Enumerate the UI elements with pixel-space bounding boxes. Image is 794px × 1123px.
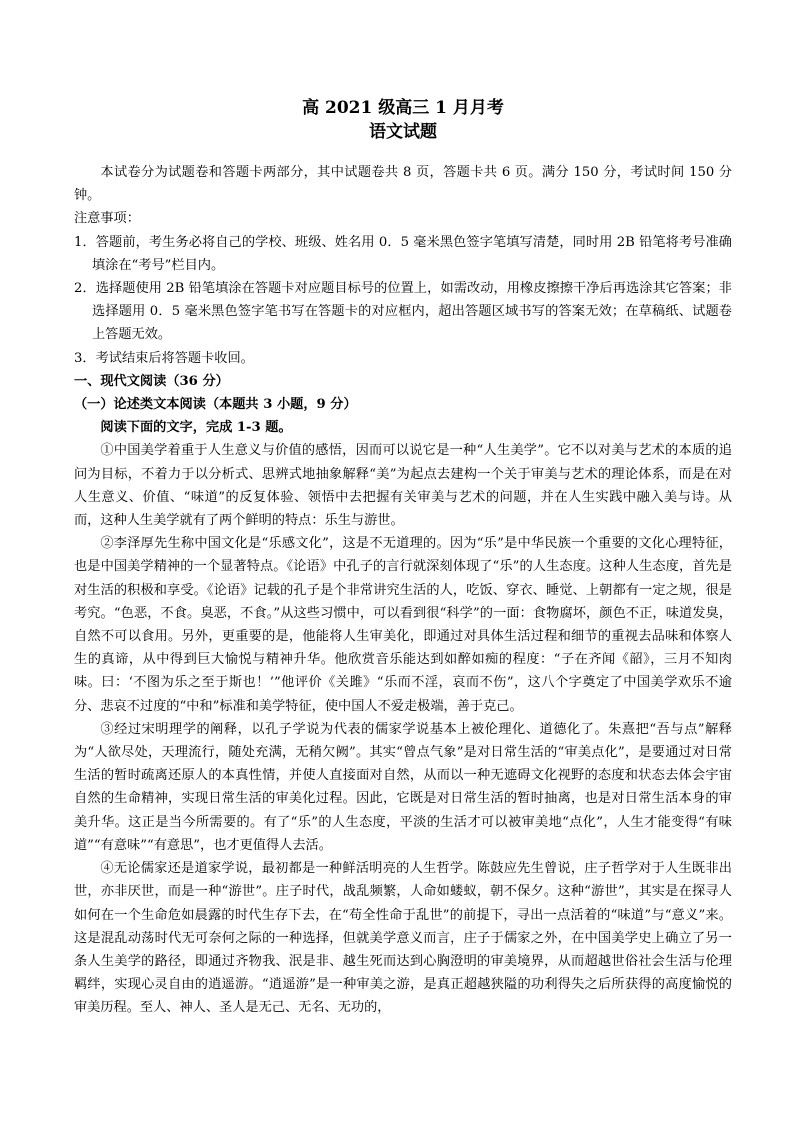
title-block bbox=[74, 96, 732, 144]
section-heading: 一、现代文阅读（36 分） bbox=[74, 373, 229, 389]
subsection-heading: （一）论述类文本阅读（本题共 3 小题，9 分） bbox=[74, 397, 357, 413]
notice-item-1: 1．答题前，考生务必将自己的学校、班级、姓名用 0．5 毫米黑色签字笔填写清楚，同时用 2B 铅笔将考号准确填涂在“考号”栏目内。 bbox=[74, 234, 732, 273]
notice-heading: 注意事项： bbox=[74, 211, 140, 227]
subject-title: 语文试题 bbox=[369, 122, 437, 142]
exam-title: 高 2021 级高三 1 月月考 bbox=[302, 98, 504, 118]
passage-paragraph-3: ③经过宋明理学的阐释，以孔子学说为代表的儒家学说基本上被伦理化、道德化了。朱熹把“吾与点”解释为“人欲尽处，天理流行，随处充满，无稍欠阙”。其实“曾点气象”是对日常生活的“审美点化”，是要通过对日常生活的暂时疏离还原人的本真性情，并使人直接面对自然，从而以一种无遮碍文化视野的态度和状态去体会宇宙自然的生命精神，实现日常生活的审美化过程。因此，它既是对日常生活的暂时抽离，也是对日常生活本身的审美升华。这正是当今所需要的。有了“乐”的人生态度，平淡的生活才可以被审美地“点化”，人生才能变得“有味道”“有意味”“有意思”，也才更值得人去活。 bbox=[74, 721, 732, 853]
notice-item-2: 2．选择题使用 2B 铅笔填涂在答题卡对应题目标号的位置上，如需改动，用橡皮擦擦干净后再选涂其它答案；非选择题用 0．5 毫米黑色签字笔书写在答题卡的对应框内，超出答题区域书写的答案无效；在草稿纸、试题卷上答题无效。 bbox=[74, 281, 732, 343]
notice-item-3: 3．考试结束后将答题卡收回。 bbox=[74, 350, 254, 366]
passage-paragraph-4: ④无论儒家还是道家学说，最初都是一种鲜活明亮的人生哲学。陈鼓应先生曾说，庄子哲学对于人生既非出世，亦非厌世，而是一种“游世”。庄子时代，战乱频繁，人命如蝼蚁，朝不保夕。这种“游世”，其实是在探寻人如何在一个生命危如晨露的时代生存下去，在“苟全性命于乱世”的前提下，寻出一点活着的“味道”与“意义”来。这是混乱动荡时代无可奈何之际的一种选择，但就美学意义而言，庄子于儒家之外，在中国美学史上确立了另一条人生美学的路径，即通过齐物我、泯是非、越生死而达到心胸澄明的审美境界，从而超越世俗社会生活与伦理羁绊，实现心灵自由的逍遥游。“逍遥游”是一种审美之游，是真正超越狭隘的功利得失之后所获得的高度愉悦的审美历程。至人、神人、圣人是无己、无名、无功的， bbox=[74, 861, 732, 1016]
passage-paragraph-1: ①中国美学着重于人生意义与价值的感悟，因而可以说它是一种“人生美学”。它不以对美与艺术的本质的追问为目标，不着力于以分析式、思辨式地抽象解释“美”为起点去建构一个关于审美与艺术的理论体系，而是在对人生意义、价值、“味道”的反复体验、领悟中去把握有关审美与艺术的问题，并在人生实践中融入美与诗。从而，这种人生美学就有了两个鲜明的特点：乐生与游世。 bbox=[74, 443, 732, 529]
reading-instruction: 阅读下面的文字，完成 1-3 题。 bbox=[100, 420, 292, 436]
intro-text: 本试卷分为试题卷和答题卡两部分，其中试题卷共 8 页，答题卡共 6 页。满分 150 分，考试时间 150 分钟。 bbox=[74, 165, 732, 204]
passage-paragraph-2: ②李泽厚先生称中国文化是“乐感文化”，这是不无道理的。因为“乐”是中华民族一个重要的文化心理特征，也是中国美学精神的一个显著特点。《论语》中孔子的言行就深刻体现了“乐”的人生态度。这种人生态度，首先是对生活的积极和享受。《论语》记载的孔子是个非常讲究生活的人，吃饭、穿衣、睡觉、上朝都有一定之规，很是考究。“色恶，不食。臭恶，不食。”从这些习惯中，可以看到很“科学”的一面：食物腐坏，颜色不正，味道发臭，自然不可以食用。另外，更重要的是，他能将人生审美化，即通过对具体生活过程和细节的重视去品味和体察人生的真谛，从中得到巨大愉悦与精神升华。他欣赏音乐能达到如醉如痴的程度：“子在齐闻《韶》，三月不知肉味。曰：‘不图为乐之至于斯也！’”他评价《关雎》“乐而不淫，哀而不伤”，这八个字奠定了中国美学欢乐不逾分、悲哀不过度的“中和”标准和美学特征，使中国人不爱走极端，善于克己。 bbox=[74, 536, 732, 714]
